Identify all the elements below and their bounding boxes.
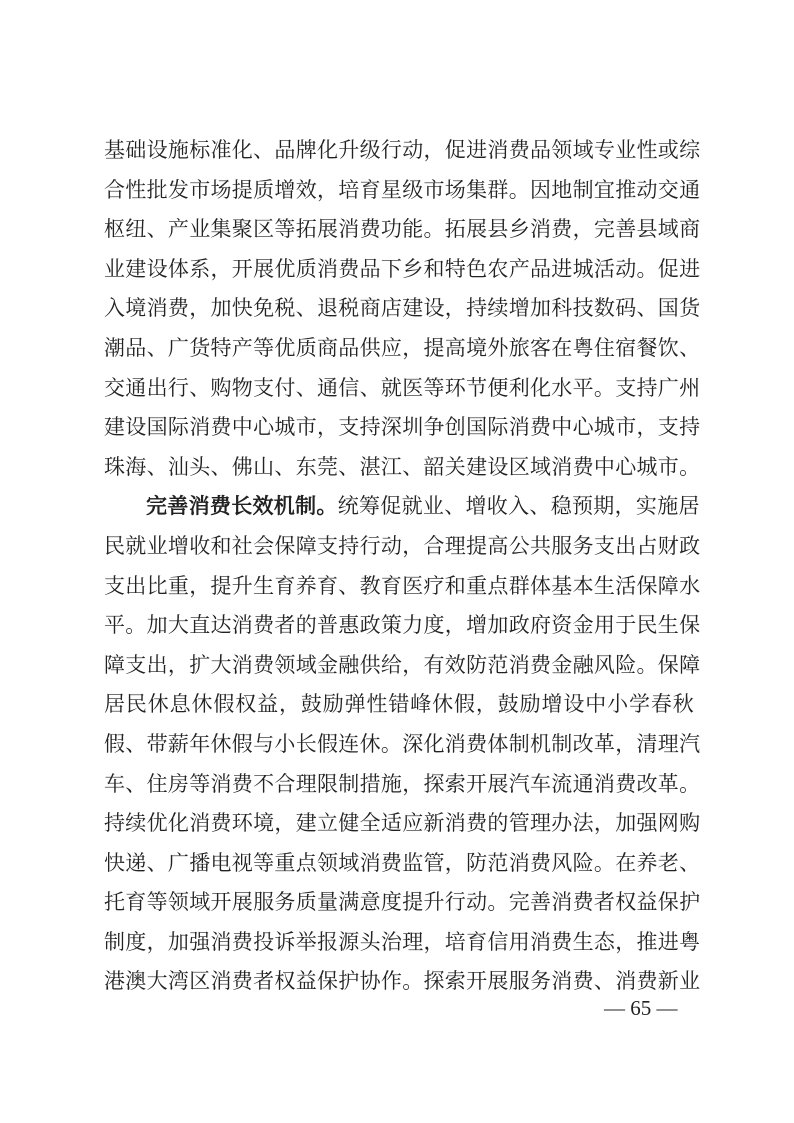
text-line: 持续优化消费环境，建立健全适应新消费的管理办法，加强网购 — [104, 811, 701, 836]
text-line: 托育等领域开展服务质量满意度提升行动。完善消费者权益保护 — [104, 890, 701, 915]
text-line: 业建设体系，开展优质消费品下乡和特色农产品进城活动。促进 — [104, 256, 701, 281]
text-line: 居民休息休假权益，鼓励弹性错峰休假，鼓励增设中小学春秋 — [104, 692, 694, 717]
text-line: 交通出行、购物支付、通信、就医等环节便利化水平。支持广州 — [104, 375, 701, 400]
text-line: 潮品、广货特产等优质商品供应，提高境外旅客在粤住宿餐饮、 — [104, 335, 701, 360]
body-text — [104, 131, 701, 1002]
text-line: 假、带薪年休假与小长假连休。深化消费体制机制改革，清理汽 — [104, 731, 701, 756]
text-line: 基础设施标准化、品牌化升级行动，促进消费品领域专业性或综 — [104, 138, 701, 162]
paragraph-2 — [104, 487, 701, 1002]
text-line: 障支出，扩大消费领域金融供给，有效防范消费金融风险。保障 — [104, 652, 701, 677]
text-line: 制度，加强消费投诉举报源头治理，培育信用消费生态，推进粤 — [104, 929, 701, 954]
text-run: 统筹促就业、增收入、稳预期，实施居 — [337, 494, 700, 519]
text-line: 港澳大湾区消费者权益保护协作。探索开展服务消费、消费新业 — [104, 969, 701, 994]
text-line: 建设国际消费中心城市，支持深圳争创国际消费中心城市，支持 — [104, 415, 701, 440]
text-line: 支出比重，提升生育养育、教育医疗和重点群体基本生活保障水 — [104, 573, 701, 598]
paragraph-heading: 完善消费长效机制。 — [146, 494, 338, 519]
text-line: 车、住房等消费不合理限制措施，探索开展汽车流通消费改革。 — [104, 771, 701, 796]
paragraph-1 — [104, 131, 701, 487]
text-line: 珠海、汕头、佛山、东莞、湛江、韶关建设区域消费中心城市。 — [104, 454, 701, 479]
text-line-first — [104, 487, 700, 527]
text-line: 枢纽、产业集聚区等拓展消费功能。拓展县乡消费，完善县域商 — [104, 217, 701, 242]
page-number: — 65 — — [604, 996, 678, 1020]
text-line: 民就业增收和社会保障支持行动，合理提高公共服务支出占财政 — [104, 533, 701, 558]
text-line: 合性批发市场提质增效，培育星级市场集群。因地制宜推动交通 — [104, 177, 701, 202]
text-line: 入境消费，加快免税、退税商店建设，持续增加科技数码、国货 — [104, 296, 701, 321]
text-line: 快递、广播电视等重点领域消费监管，防范消费风险。在养老、 — [104, 850, 701, 875]
text-line: 平。加大直达消费者的普惠政策力度，增加政府资金用于民生保 — [104, 613, 701, 638]
